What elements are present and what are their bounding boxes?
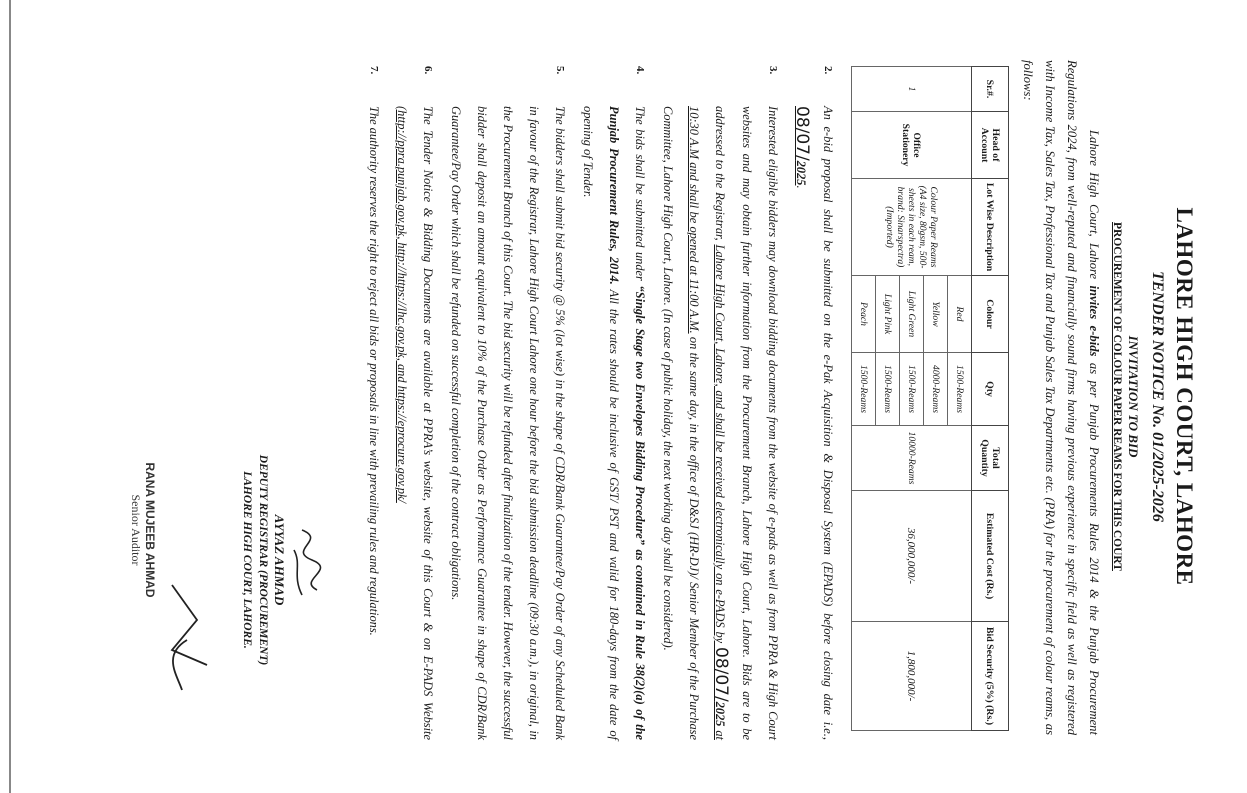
cell-description: Colour Paper Reams (A4 size, 80gsm, 500-sheets in each ream, brand: Sinarspectra) (Imported) <box>852 179 972 276</box>
cell-qty: 1500-Reams <box>876 353 900 426</box>
paragraph-2: 2. An e-bid proposal shall be submitted on the e-Pak Acquisition & Disposal System (EPADS) before closing date i.e., 08/07/2025. <box>792 66 835 740</box>
col-sr: Sr.#. <box>972 67 1009 112</box>
paragraph-4: 4. The bids shall be submitted under “Single Stage two Envelopes Bidding Procedure” as contained in Rule 38(2)(a) of the Punjab Procurement Rules, 2014. All the rates should be inclusive of GST/ PST and valid for 180-days from the date of opening of Tender. <box>581 66 647 740</box>
court-title: LAHORE HIGH COURT, LAHORE <box>1172 207 1197 586</box>
cell-colour: Light Pink <box>876 276 900 353</box>
signatory-block: AYYAZ AHMAD DEPUTY REGISTRAR (PROCUREMENT) LAHORE HIGH COURT, LAHORE. <box>241 454 287 666</box>
auditor-stamp: RANA MUJEEB AHMAD Senior Auditor <box>129 462 157 598</box>
handwritten-date: 08/07/ <box>792 106 812 161</box>
cell-qty: 4000-Reams <box>924 353 948 426</box>
handwritten-date: 08/07/ <box>711 647 731 702</box>
table-row <box>948 67 972 731</box>
table-header-row <box>972 67 1009 731</box>
col-estimated-cost: Estimated Cost (Rs.) <box>972 491 1009 622</box>
paragraph-3: 3. Interested eligible bidders may download bidding documents from the website of e-pads as well as from PPRA & High Court websites and may obtain further information from the Procurement Branch, Lahore High Court, Lahore. Bids are to be addressed to the Registrar, Lahore High Court, Lahore, and shall be received electronically on e-PADS by 08/07/2025 at 10:30 A.M and shall be opened at 11:00 A.M. on the same day, in the office of D&SJ (HR-DJ)/ Senior Member of the Purchase Committee, Lahore High Court, Lahore. (In case of public holiday, the next working day shall be considered). <box>661 66 780 740</box>
page-edge-line <box>9 0 11 793</box>
procurement-heading: PROCUREMENT OF COLOUR PAPER REAMS FOR THIS COURT <box>1111 222 1123 571</box>
cell-colour: Red <box>948 276 972 353</box>
invitation-heading: INVITATION TO BID <box>1126 335 1141 458</box>
cell-colour: Yellow <box>924 276 948 353</box>
cell-qty: 1500-Reams <box>948 353 972 426</box>
paragraph-6: 6. The Tender Notice & Bidding Documents are available at PPRA’s website, website of this Court & on E-PADS Website (http://ppra.punjab.gov.pk, http://https://lhc.gov.pk, and https://eprocure.gov.pk/ <box>395 66 435 740</box>
col-lot-description: Lot Wise Description <box>972 179 1009 276</box>
col-colour: Colour <box>972 276 1009 353</box>
paragraph-5: 5. The bidders shall submit bid security @ 5% (lot wise) in the shape of CDR/Bank Guarantee/Pay Order of any Scheduled Bank in favour of the Registrar, Lahore High Court Lahore one hour before the bid submission deadline (09:30 a.m.), in original, in the Procurement Branch of this Court. The bid security will be refunded after finalization of the tender. However, the successful bidder shall deposit an amount equivalent to 10% of the Purchase Order as Performance Guarantee in shape of CDR/Bank Guarantee/Pay Order which shall be refunded on successful completion of the contract obligations. <box>449 66 567 740</box>
cell-qty: 1500-Reams <box>900 353 924 426</box>
cell-head: Office Stationery <box>852 112 972 179</box>
col-head-of-account: Head of Account <box>972 112 1009 179</box>
cell-estimated-cost: 36,000,000/- <box>852 491 972 622</box>
col-bid-security: Bid Security (5%) (Rs.) <box>972 622 1009 731</box>
cell-colour: Peach <box>852 276 876 353</box>
cell-sr: 1 <box>852 67 972 112</box>
cell-bid-security: 1,800,000/- <box>852 622 972 731</box>
signature-mark <box>282 520 332 610</box>
lots-table <box>851 66 1009 731</box>
col-total-quantity: Total Quantity <box>972 426 1009 491</box>
paragraph-7: 7. The authority reserves the right to reject all bids or proposals in line with prevailing rules and regulations. <box>367 66 381 636</box>
cell-qty: 1500-Reams <box>852 353 876 426</box>
numbered-paragraphs <box>359 60 841 740</box>
cell-total: 10000-Reams <box>852 426 972 491</box>
intro-paragraph: Lahore High Court, Lahore invites e-bids as per Punjab Procurements Rules 2014 & the Punjab Procurement Regulations 2024, from well-reputed and financially sound firms having previous experience in specific field as well as registered with Income Tax, Sales Tax, Professional Tax and Punjab Sales Tax Departments etc. (PRA) for the procurement of colour reams, as follows: <box>1021 60 1101 735</box>
cell-colour: Light Green <box>900 276 924 353</box>
auditor-signature <box>157 580 217 700</box>
col-qty: Qty <box>972 353 1009 426</box>
tender-notice-number: TENDER NOTICE No. 01/2025-2026 <box>1149 271 1166 522</box>
